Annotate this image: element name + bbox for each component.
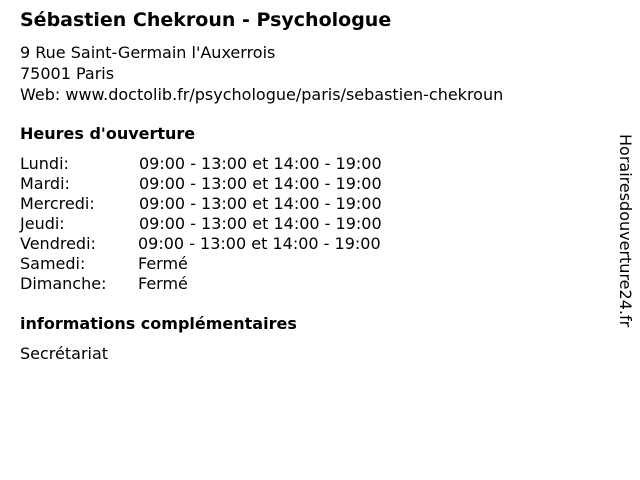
day-label: Vendredi: [20, 234, 96, 253]
address-street: 9 Rue Saint-Germain l'Auxerrois [20, 43, 276, 62]
day-hours: 09:00 - 13:00 et 14:00 - 19:00 [139, 154, 382, 173]
day-hours: 09:00 - 13:00 et 14:00 - 19:00 [139, 214, 382, 233]
additional-info-text: Secrétariat [20, 344, 109, 363]
additional-info-heading: informations complémentaires [20, 314, 297, 333]
site-watermark: Horairesdouverture24.fr [616, 134, 635, 328]
opening-hours-heading: Heures d'ouverture [20, 124, 196, 143]
day-hours: 09:00 - 13:00 et 14:00 - 19:00 [139, 194, 382, 213]
day-label: Dimanche: [20, 274, 107, 293]
day-label: Samedi: [20, 254, 86, 273]
address-city: 75001 Paris [20, 64, 115, 83]
day-hours: Fermé [138, 274, 188, 293]
day-hours: 09:00 - 13:00 et 14:00 - 19:00 [138, 234, 381, 253]
day-label: Mardi: [20, 174, 70, 193]
website-link[interactable]: Web: www.doctolib.fr/psychologue/paris/sebastien-chekroun [20, 85, 504, 104]
day-hours: Fermé [138, 254, 188, 273]
day-label: Jeudi: [20, 214, 65, 233]
day-label: Lundi: [20, 154, 69, 173]
day-hours: 09:00 - 13:00 et 14:00 - 19:00 [139, 174, 382, 193]
page-title: Sébastien Chekroun - Psychologue [20, 9, 392, 31]
day-label: Mercredi: [20, 194, 95, 213]
